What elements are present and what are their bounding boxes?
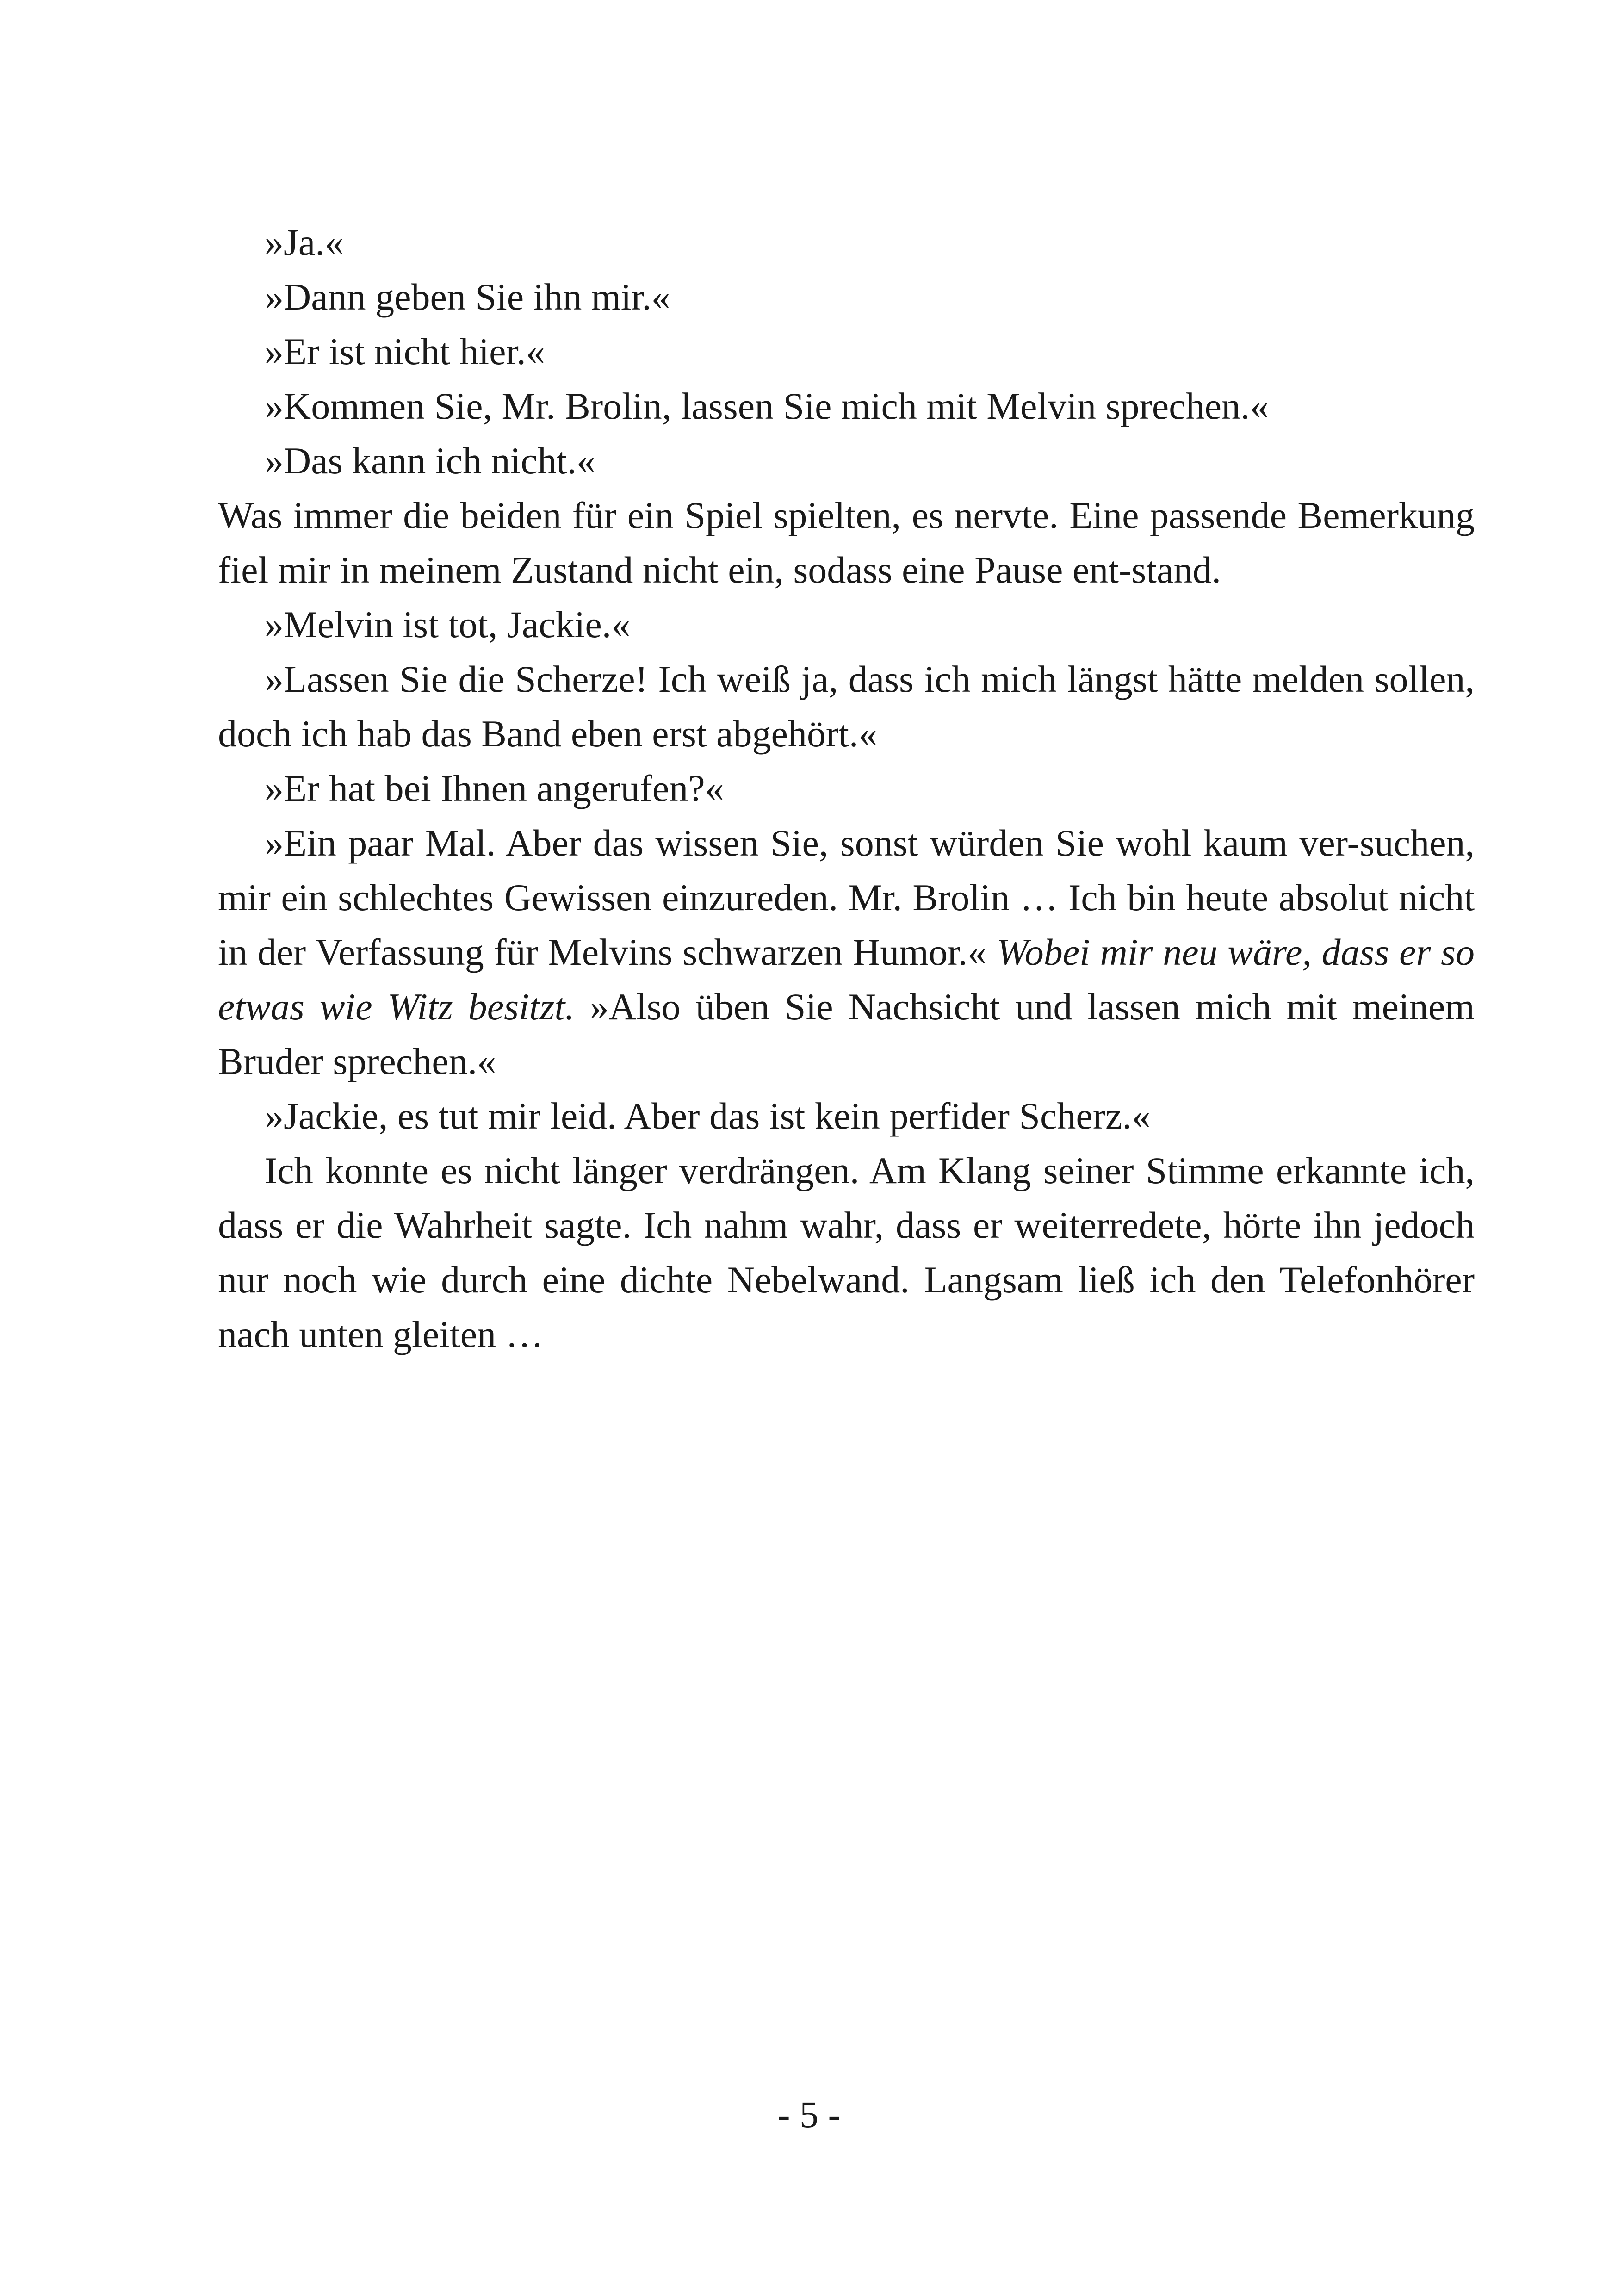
paragraph-with-italic: [218, 816, 1475, 1089]
body-text: [218, 215, 1475, 1362]
paragraph-text-after: »Also üben Sie Nachsicht und lassen mich mit meinem Bruder sprechen.«: [218, 986, 1475, 1082]
paragraph: »Er hat bei Ihnen angerufen?«: [265, 767, 724, 809]
page-number: - 5 -: [777, 2093, 841, 2135]
paragraph: »Lassen Sie die Scherze! Ich weiß ja, dass ich mich längst hätte melden sollen, doch ich hab das Band eben erst abgehört.«: [218, 658, 1475, 755]
paragraph: »Melvin ist tot, Jackie.«: [265, 603, 631, 645]
italic-thought: Wobei mir neu wäre, dass er so etwas wie Witz besitzt.: [218, 931, 1475, 1028]
paragraph: »Das kann ich nicht.«: [265, 440, 596, 482]
paragraph: »Er ist nicht hier.«: [265, 330, 545, 372]
paragraph: »Kommen Sie, Mr. Brolin, lassen Sie mich mit Melvin sprechen.«: [265, 385, 1269, 427]
paragraph-text-before: »Ein paar Mal. Aber das wissen Sie, sonst würden Sie wohl kaum ver-suchen, mir ein schlechtes Gewissen einzureden. Mr. Brolin … Ich bin heute absolut nicht in der Verfassung für Melvins schwarzen Humor.«: [218, 822, 1475, 973]
paragraph: Was immer die beiden für ein Spiel spielten, es nervte. Eine passende Bemerkung fiel mir in meinem Zustand nicht ein, sodass eine Pause ent-stand.: [218, 494, 1475, 591]
paragraph: »Dann geben Sie ihn mir.«: [265, 276, 670, 318]
paragraph: »Jackie, es tut mir leid. Aber das ist kein perfider Scherz.«: [265, 1095, 1151, 1137]
paragraph: Ich konnte es nicht länger verdrängen. Am Klang seiner Stimme erkannte ich, dass er die Wahrheit sagte. Ich nahm wahr, dass er weiterredete, hörte ihn jedoch nur noch wie durch eine dichte Nebelwand. Langsam ließ ich den Telefonhörer nach unten gleiten …: [218, 1149, 1475, 1355]
paragraph: »Ja.«: [265, 221, 344, 263]
